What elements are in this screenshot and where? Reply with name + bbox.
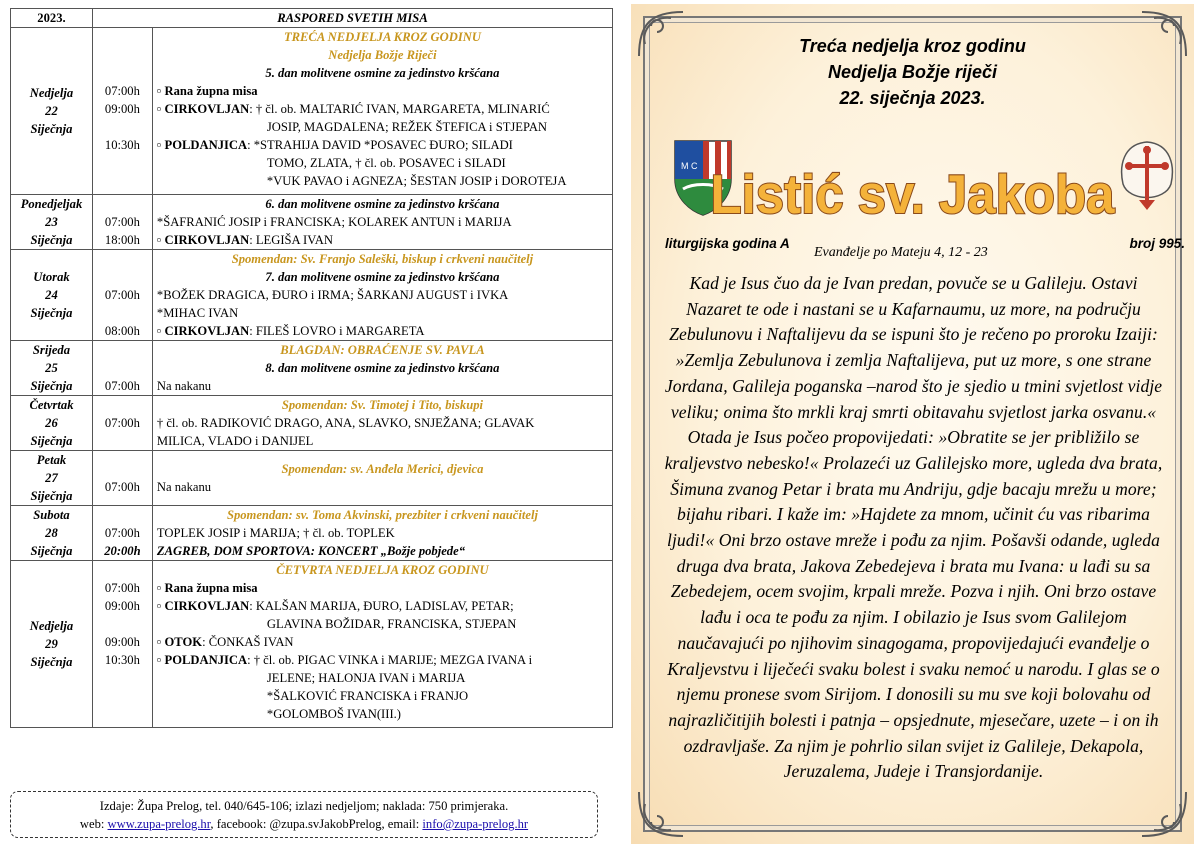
- day-month: Siječnja: [30, 233, 73, 247]
- day-day: Srijeda: [32, 343, 71, 357]
- intention-text: : *STRAHIJA DAVID *POSAVEC ĐURO; SILADI: [247, 138, 513, 152]
- times-cell: [92, 396, 152, 451]
- mass-time: 07:00h: [104, 416, 140, 430]
- time-spacer: [97, 64, 148, 82]
- intention-text: JELENE; HALONJA IVAN i MARIJA: [266, 671, 466, 685]
- times-cell: [92, 506, 152, 561]
- times-cell: [92, 561, 152, 728]
- day-day: Nedjelja: [29, 86, 74, 100]
- feast-title: ČETVRTA NEDJELJA KROZ GODINU: [276, 563, 489, 577]
- church-name: POLDANJICA: [164, 138, 248, 152]
- day-day: Utorak: [33, 270, 70, 284]
- time-spacer: [97, 396, 148, 414]
- time-spacer: [97, 460, 148, 478]
- church-name: CIRKOVLJAN: [164, 599, 250, 613]
- mass-intention: [157, 651, 608, 669]
- intention-text: Rana župna misa: [164, 581, 258, 595]
- mass-intention: [157, 633, 608, 651]
- events-cell: [152, 250, 612, 341]
- bullet-icon: ▫: [156, 138, 165, 152]
- bulletin-logo-title: [710, 152, 1115, 232]
- bullet-icon: ▫: [156, 599, 165, 613]
- mass-intention: [157, 231, 608, 249]
- events-cell: [152, 506, 612, 561]
- day-row: [11, 396, 613, 451]
- feast-title: Spomendan: Sv. Franjo Saleški, biskup i crkveni naučitelj: [231, 252, 534, 266]
- mass-intention: [157, 118, 608, 136]
- day-row: [11, 451, 613, 506]
- mass-time: 18:00h: [104, 233, 140, 247]
- email-link[interactable]: info@zupa-prelog.hr: [422, 817, 529, 831]
- mass-intention: [157, 136, 608, 154]
- events-cell: [152, 561, 612, 728]
- bulletin-head-line2: Nedjelja Božje riječi: [827, 62, 998, 82]
- gospel-text: Kad je Isus čuo da je Ivan predan, povuče se u Galileju. Ostavi Nazaret te ode i nastani se u Kafarnaumu, uz more, na području Zebulunovu i Naftalijevu da se ispuni što je rečeno po proroku Izaiji: »Zemlja Zebulunova i zemlja Naftalijeva, put uz more, s one strane Jordana, Galileja poganska –narod što je sjedio u tmini svjetlost vidje veliku; onima što mrkli kraj smrti obitavahu svjetlost jarka osvanu.« Otada je Isus počeo propovijedati: »Obratite se jer približilo se kraljevstvo nebesko!« Prolazeći uz Galilejsko more, ugleda dva brata, Šimuna zvanog Petar i brata mu Andriju, gdje bacaju mrežu u more; bijahu ribari. I kaže im: »Hajdete za mnom, učinit ću vas ribarima ljudi!« Oni brzo ostave mreže i pođu za njim. Pošavši odande, ugleda druga dva brata, Jakova Zebedejeva i brata mu Ivana: u lađi su sa Zebedejem, ocem svojim, krpali mreže. Pozva i njih. Oni brzo ostave lađu i oca te pođu za njim. I obilazio je Isus svom Galilejom naučavajući po njihovim sinagogama, propovijedajući evanđelje o Kraljevstvu i liječeći svaku bolest i svaku nemoć u narodu. I glas se o njemu pronese svom Sirijom. I donosili su mu sve koji bolovahu od najrazličitijih bolesti i patnja – opsjednute, mjesečare, uzete – i on ih ozdravljaše. Za njim je pohrlio silan svijet iz Galileje, Dekapola, Jeruzalema, Judeje i Transjordanije.: [664, 273, 1163, 782]
- intention-text: ZAGREB, DOM SPORTOVA: KONCERT „Božje pobjede“: [156, 544, 465, 558]
- bullet-icon: ▫: [156, 635, 165, 649]
- mass-intention: [157, 542, 608, 560]
- mass-time: [97, 172, 148, 190]
- intention-text: TOMO, ZLATA, † čl. ob. POSAVEC i SILADI: [266, 156, 506, 170]
- day-date: 27: [45, 471, 58, 485]
- day-day: Subota: [33, 508, 70, 522]
- mass-time: 09:00h: [104, 635, 140, 649]
- mass-intention: [157, 432, 608, 450]
- events-cell: [152, 341, 612, 396]
- events-cell: [152, 451, 612, 506]
- mass-time: 20:00h: [104, 544, 141, 558]
- day-date: 25: [45, 361, 58, 375]
- publisher-footer: [10, 791, 598, 838]
- mass-intention: [157, 304, 608, 322]
- day-month: Siječnja: [30, 434, 73, 448]
- prayer-note: 7. dan molitvene osmine za jedinstvo kršćana: [265, 270, 500, 284]
- mass-intention: [157, 213, 608, 231]
- santiago-cross-shell-icon: [1115, 136, 1179, 216]
- mass-time: 09:00h: [104, 599, 140, 613]
- prayer-note: 6. dan molitvene osmine za jedinstvo kršćana: [265, 197, 500, 211]
- intention-text: Na nakanu: [156, 379, 212, 393]
- mass-intention: [157, 377, 608, 395]
- intention-text: MILICA, VLADO i DANIJEL: [156, 434, 314, 448]
- intention-text: : † čl. ob. PIGAC VINKA i MARIJE; MEZGA IVANA i: [247, 653, 533, 667]
- day-cell: [11, 195, 93, 250]
- bulletin-head-line3: 22. siječnja 2023.: [839, 88, 986, 108]
- day-cell: [11, 561, 93, 728]
- issue-number: broj 995.: [1129, 236, 1185, 251]
- time-spacer: [97, 28, 148, 46]
- intention-text: : † čl. ob. MALTARIĆ IVAN, MARGARETA, MLINARIĆ: [249, 102, 550, 116]
- time-spacer: [97, 195, 148, 213]
- intention-text: : FILEŠ LOVRO i MARGARETA: [249, 324, 425, 338]
- mass-time: 07:00h: [104, 526, 140, 540]
- mass-time: 07:00h: [104, 215, 140, 229]
- day-month: Siječnja: [30, 122, 73, 136]
- times-cell: [92, 341, 152, 396]
- mass-time: [97, 615, 148, 633]
- bullet-icon: ▫: [156, 653, 165, 667]
- day-day: Četvrtak: [29, 398, 74, 412]
- day-row: [11, 506, 613, 561]
- day-day: Nedjelja: [29, 619, 74, 633]
- intention-text: : LEGIŠA IVAN: [249, 233, 333, 247]
- mass-time: 07:00h: [104, 288, 140, 302]
- bullet-icon: ▫: [156, 324, 165, 338]
- day-cell: [11, 250, 93, 341]
- time-spacer: [97, 250, 148, 268]
- intention-text: *ŠALKOVIĆ FRANCISKA i FRANJO: [266, 689, 469, 703]
- intention-text: TOPLEK JOSIP i MARIJA; † čl. ob. TOPLEK: [156, 526, 395, 540]
- mass-time: 08:00h: [104, 324, 140, 338]
- mass-intention: [157, 597, 608, 615]
- day-row: [11, 28, 613, 195]
- bulletin-head-line1: Treća nedjelja kroz godinu: [799, 36, 1026, 56]
- events-cell: [152, 396, 612, 451]
- schedule-table: [10, 8, 613, 728]
- day-cell: [11, 451, 93, 506]
- mass-intention: [157, 322, 608, 340]
- intention-text: Rana župna misa: [164, 84, 258, 98]
- footer-web-label: web:: [79, 817, 108, 831]
- mass-time: [97, 432, 148, 450]
- day-row: [11, 341, 613, 396]
- church-name: CIRKOVLJAN: [164, 233, 250, 247]
- mass-time: [97, 687, 148, 705]
- footer-line1: Izdaje: Župa Prelog, tel. 040/645-106; izlazi nedjeljom; naklada: 750 primjeraka.: [99, 799, 509, 813]
- day-cell: [11, 28, 93, 195]
- times-cell: [92, 451, 152, 506]
- schedule-title: RASPORED SVETIH MISA: [92, 9, 612, 28]
- day-row: [11, 250, 613, 341]
- bullet-icon: ▫: [156, 581, 165, 595]
- intention-text: *GOLOMBOŠ IVAN(III.): [266, 707, 401, 721]
- day-date: 23: [45, 215, 58, 229]
- bullet-icon: ▫: [156, 84, 165, 98]
- times-cell: [92, 195, 152, 250]
- intention-text: GLAVINA BOŽIDAR, FRANCISKA, STJEPAN: [266, 617, 517, 631]
- day-day: Ponedjeljak: [20, 197, 83, 211]
- mass-time: 09:00h: [104, 102, 140, 116]
- day-row: [11, 195, 613, 250]
- times-cell: [92, 250, 152, 341]
- mass-time: 07:00h: [104, 84, 140, 98]
- mass-intention: [157, 154, 608, 172]
- mass-intention: [157, 687, 608, 705]
- mass-intention: [157, 705, 608, 723]
- mass-intention: [157, 478, 608, 496]
- feast-title: Spomendan: Sv. Timotej i Tito, biskupi: [281, 398, 484, 412]
- events-cell: [152, 195, 612, 250]
- mass-intention: [157, 615, 608, 633]
- corner-ornament-icon: [631, 784, 691, 844]
- footer-facebook: , facebook: @zupa.svJakobPrelog, email:: [210, 817, 423, 831]
- footer-line2: [11, 815, 597, 833]
- prayer-note: 8. dan molitvene osmine za jedinstvo kršćana: [265, 361, 500, 375]
- prayer-note: 5. dan molitvene osmine za jedinstvo kršćana: [265, 66, 500, 80]
- coat-letter-c: C: [691, 161, 698, 171]
- intention-text: Na nakanu: [156, 480, 212, 494]
- day-month: Siječnja: [30, 544, 73, 558]
- time-spacer: [97, 359, 148, 377]
- mass-intention: [157, 669, 608, 687]
- day-month: Siječnja: [30, 655, 73, 669]
- day-cell: [11, 396, 93, 451]
- mass-time: [97, 669, 148, 687]
- mass-time: 07:00h: [104, 581, 140, 595]
- time-spacer: [97, 268, 148, 286]
- feast-title: Spomendan: sv. Anđela Merici, djevica: [281, 462, 484, 476]
- day-date: 22: [45, 104, 58, 118]
- day-cell: [11, 506, 93, 561]
- logo-text: Listić sv. Jakoba: [710, 164, 1115, 226]
- day-cell: [11, 341, 93, 396]
- intention-text: JOSIP, MAGDALENA; REŽEK ŠTEFICA i STJEPAN: [266, 120, 548, 134]
- times-cell: [92, 28, 152, 195]
- events-cell: [152, 28, 612, 195]
- coat-letter-m: M: [681, 161, 689, 171]
- schedule-year: 2023.: [11, 9, 93, 28]
- feast-title: Spomendan: sv. Toma Akvinski, prezbiter i crkveni naučitelj: [226, 508, 538, 522]
- intention-text: *ŠAFRANIĆ JOSIP i FRANCISKA; KOLAREK ANTUN i MARIJA: [156, 215, 512, 229]
- mass-intention: [157, 172, 608, 190]
- time-spacer: [97, 561, 148, 579]
- schedule-page: [10, 8, 613, 728]
- liturgical-year: liturgijska godina A: [665, 236, 790, 251]
- day-row: [11, 561, 613, 728]
- time-spacer: [97, 341, 148, 359]
- website-link[interactable]: www.zupa-prelog.hr: [107, 817, 211, 831]
- mass-time: [97, 118, 148, 136]
- time-spacer: [97, 506, 148, 524]
- church-name: OTOK: [164, 635, 203, 649]
- day-date: 24: [45, 288, 58, 302]
- mass-intention: [157, 579, 608, 597]
- day-month: Siječnja: [30, 379, 73, 393]
- corner-ornament-icon: [1134, 784, 1194, 844]
- intention-text: : ČONKAŠ IVAN: [202, 635, 294, 649]
- mass-intention: [157, 524, 608, 542]
- day-date: 29: [45, 637, 58, 651]
- church-name: CIRKOVLJAN: [164, 324, 250, 338]
- mass-time: 10:30h: [104, 138, 140, 152]
- mass-time: 07:00h: [104, 379, 140, 393]
- intention-text: *VUK PAVAO i AGNEZA; ŠESTAN JOSIP i DOROTEJA: [266, 174, 567, 188]
- day-month: Siječnja: [30, 489, 73, 503]
- schedule-header-row: [11, 9, 613, 28]
- feast-title: Nedjelja Božje Riječi: [328, 48, 437, 62]
- day-date: 28: [45, 526, 58, 540]
- church-name: CIRKOVLJAN: [164, 102, 250, 116]
- mass-time: 10:30h: [104, 653, 140, 667]
- intention-text: *BOŽEK DRAGICA, ĐURO i IRMA; ŠARKANJ AUGUST i IVKA: [156, 288, 509, 302]
- mass-time: 07:00h: [104, 480, 140, 494]
- church-name: POLDANJICA: [164, 653, 248, 667]
- mass-intention: [157, 82, 608, 100]
- bullet-icon: ▫: [156, 102, 165, 116]
- mass-time: [97, 154, 148, 172]
- day-month: Siječnja: [30, 306, 73, 320]
- mass-intention: [157, 414, 608, 432]
- mass-intention: [157, 100, 608, 118]
- intention-text: † čl. ob. RADIKOVIĆ DRAGO, ANA, SLAVKO, SNJEŽANA; GLAVAK: [156, 416, 535, 430]
- mass-time: [97, 304, 148, 322]
- bulletin-page: [631, 4, 1194, 844]
- mass-intention: [157, 286, 608, 304]
- bullet-icon: ▫: [156, 233, 165, 247]
- feast-title: TREĆA NEDJELJA KROZ GODINU: [283, 30, 481, 44]
- day-day: Petak: [36, 453, 67, 467]
- time-spacer: [97, 46, 148, 64]
- feast-title: BLAGDAN: OBRAĆENJE SV. PAVLA: [280, 343, 485, 357]
- gospel-reference: Evanđelje po Mateju 4, 12 - 23: [814, 245, 988, 260]
- intention-text: *MIHAC IVAN: [156, 306, 239, 320]
- day-date: 26: [45, 416, 58, 430]
- intention-text: : KALŠAN MARIJA, ĐURO, LADISLAV, PETAR;: [249, 599, 514, 613]
- mass-time: [97, 705, 148, 723]
